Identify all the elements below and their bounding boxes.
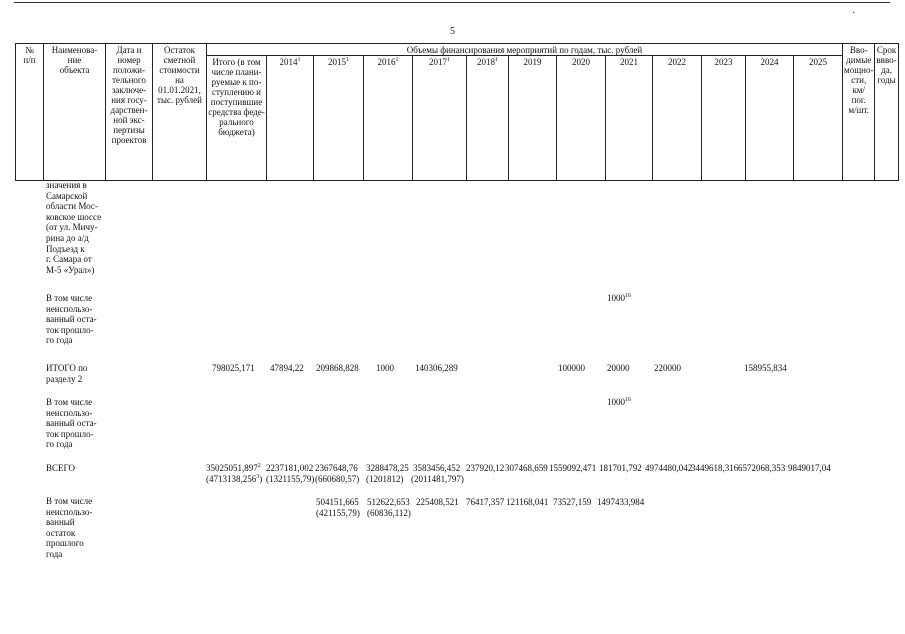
cell-unused3-2017: 225408,521 — [416, 497, 459, 507]
object-name-continued: значения в Самарской области Мос- ковское шоссе (от ул. Мичу- рина до а/д Подъезд к г. Самара от М-5 «Урал») — [46, 180, 102, 275]
header-year-2020: 2020 — [557, 56, 606, 181]
cell-grand-2015: 2367648,76 — [315, 463, 358, 473]
header-year-2024: 2024 — [746, 56, 794, 181]
cell-section-2015: 209868,828 — [316, 363, 359, 373]
cell-grand-2017-sub: (2011481,797) — [411, 474, 464, 484]
top-rule — [14, 2, 890, 3]
cell-section-2022: 220000 — [654, 363, 681, 373]
page-number: 5 — [450, 26, 455, 37]
cell-unused3-2021: 1497433,984 — [597, 497, 645, 507]
cell-unused3-2015: 504151,665 — [316, 497, 359, 507]
header-expertise: Дата и номер положи- тельного заключе- ния госу- дарствен- ной экс- пертизы проектов — [106, 44, 153, 181]
cell-section-2016: 1000 — [376, 363, 394, 373]
cell-grand-2016: 3288478,25 — [366, 463, 409, 473]
scan-speck: · — [852, 8, 856, 19]
cell-grand-2019: 307468,659 — [505, 463, 548, 473]
cell-section-2021: 20000 — [607, 363, 630, 373]
header-year-2015: 2015$^1$ — [314, 56, 364, 181]
header-table — [15, 43, 899, 181]
cell-section-2024: 158955,834 — [744, 363, 787, 373]
cell-grand-2024: 6572068,353 — [738, 463, 786, 473]
cell-section-2017: 140306,289 — [415, 363, 458, 373]
header-num: № п/п — [16, 44, 44, 181]
cell-grand-2014: 2237181,002 — [266, 463, 314, 473]
cell-section-2014: 47894,22 — [270, 363, 304, 373]
cell-unused3-2018: 76417,357 — [466, 497, 505, 507]
cell-grand-total-federal: (4713138,256$^3$) — [206, 474, 263, 484]
cell-unused3-2020: 73527,159 — [553, 497, 592, 507]
cell-grand-2015-sub: (660680,57) — [315, 474, 360, 484]
header-term: Срок ввво- да, годы — [875, 44, 898, 181]
cell-grand-2021: 181701,792 — [599, 463, 642, 473]
header-total: Итого (в том числе плани- руемые к по- ступлению и поступившие средства феде- рального бюджета) — [207, 56, 267, 181]
header-year-2016: 2016$^1$ — [364, 56, 413, 181]
cell-grand-2018: 237920,12 — [466, 463, 505, 473]
row-label-grand-total: ВСЕГО — [46, 463, 75, 473]
cell-unused1-2021: 1000$^{16}$ — [607, 293, 631, 303]
cell-unused3-2016: 512622,653 — [367, 497, 410, 507]
cell-grand-2025: 9849017,04 — [788, 463, 831, 473]
cell-section-2020: 100000 — [558, 363, 585, 373]
header-year-2025: 2025 — [794, 56, 843, 181]
cell-unused3-2019: 121168,041 — [506, 497, 549, 507]
header-financing-group: Объемы финансирования мероприятий по годам, тыс. рублей — [207, 44, 843, 56]
cell-grand-total: 35025051,897$^2$ — [206, 463, 261, 473]
cell-grand-2016-sub: (1201812) — [366, 474, 404, 484]
header-remaining-cost: Остаток сметной стоимости на 01.01.2021, тыс. рублей — [153, 44, 207, 181]
header-year-2018: 2018$^1$ — [467, 56, 509, 181]
row-label-unused-2: В том числе неиспользо- ванный оста- ток прошло- го года — [46, 397, 97, 450]
header-capacity: Вво- димые мощно- сти, км/ пог. м/шт. — [843, 44, 875, 181]
cell-grand-2020: 1559092,471 — [549, 463, 597, 473]
cell-unused2-2021: 1000$^{16}$ — [607, 397, 631, 407]
row-label-unused-1: В том числе неиспользо- ванный оста- ток прошло- го года — [46, 293, 97, 346]
cell-grand-2022: 4974480,042 — [645, 463, 693, 473]
header-year-2014: 2014$^1$ — [267, 56, 314, 181]
row-label-section-total: ИТОГО по разделу 2 — [46, 363, 88, 384]
cell-grand-2023: 3449618,316 — [691, 463, 739, 473]
cell-section-total: 798025,171 — [212, 363, 255, 373]
row-label-unused-3: В том числе неиспользо- ванный остаток прошлого года — [46, 496, 93, 559]
header-year-2022: 2022 — [653, 56, 702, 181]
cell-unused3-2016-sub: (60836,112) — [367, 508, 411, 518]
header-year-2021: 2021 — [606, 56, 653, 181]
cell-unused3-2015-sub: (421155,79) — [316, 508, 360, 518]
header-name: Наименова- ние объекта — [44, 44, 106, 181]
header-year-2019: 2019 — [509, 56, 557, 181]
cell-grand-2014-sub: (1321155,79) — [266, 474, 315, 484]
header-year-2017: 2017$^1$ — [413, 56, 467, 181]
cell-grand-2017: 3583456,452 — [413, 463, 461, 473]
header-year-2023: 2023 — [702, 56, 746, 181]
